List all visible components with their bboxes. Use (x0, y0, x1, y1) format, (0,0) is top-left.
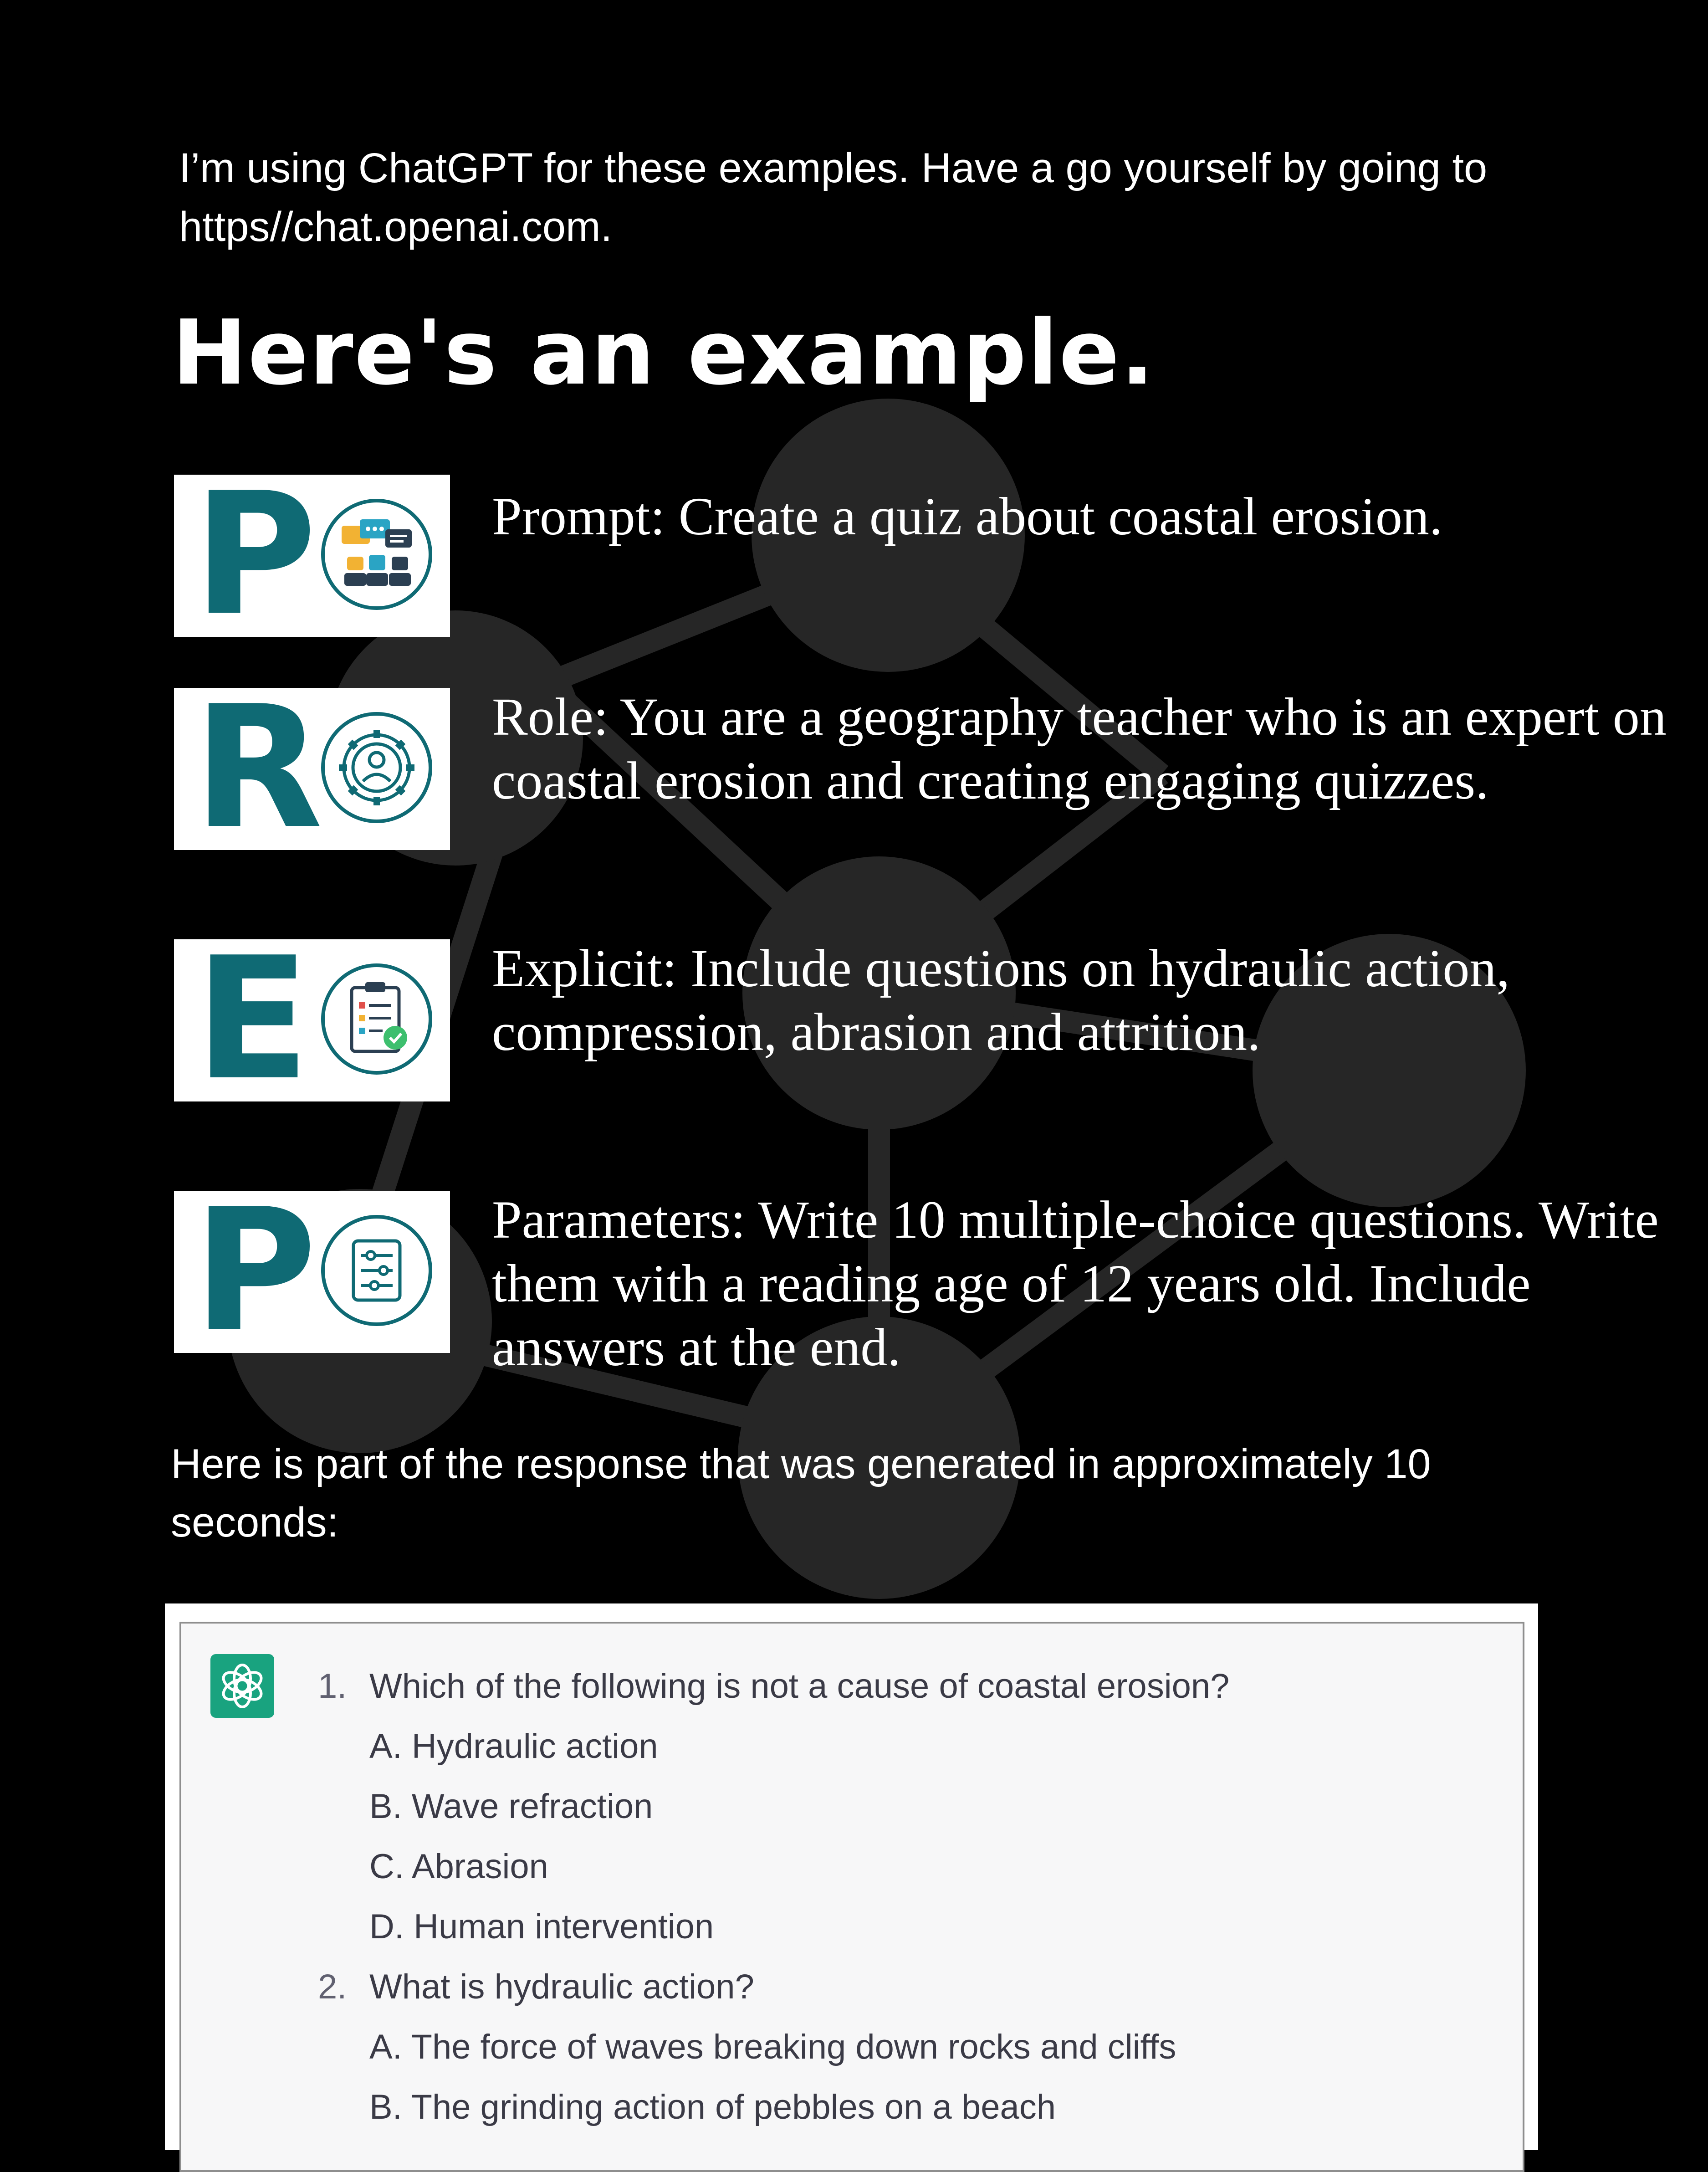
chat-bots-icon (315, 493, 438, 616)
page-headline: Here's an example. (172, 301, 1156, 405)
letter-card (174, 922, 450, 1117)
preep-text: Role: You are a geography teacher who is an expert on coastal erosion and creating engaging quizzes. (492, 687, 1667, 810)
answer-option: C. Abrasion (369, 1847, 548, 1886)
intro-line-1: I’m using ChatGPT for these examples. Have a go yourself by going to (179, 145, 1488, 191)
answer-option: A. Hydraulic action (369, 1727, 658, 1766)
letter-card (174, 670, 450, 866)
big-letter: R (193, 670, 323, 866)
quiz-question-list (318, 1656, 1502, 2137)
openai-logo-glyph (219, 1662, 266, 1710)
answer-option: B. Wave refraction (369, 1787, 653, 1826)
big-letter: P (193, 1173, 317, 1369)
preep-text: Prompt: Create a quiz about coastal erosion. (492, 487, 1443, 546)
question-line (318, 1957, 1502, 2017)
answer-option: B. The grinding action of pebbles on a beach (369, 2088, 1056, 2126)
intro-paragraph (179, 139, 1545, 256)
quiz-question (318, 1656, 1502, 1957)
response-intro-line-1: Here is part of the response that was generated in approximately 10 (171, 1441, 1431, 1487)
letter-card (174, 1173, 450, 1369)
question-number: 1. (318, 1667, 347, 1706)
gear-person-icon (315, 706, 438, 829)
clipboard-checklist-icon (315, 958, 438, 1081)
quiz-question (318, 1957, 1502, 2137)
letter-card (174, 457, 450, 653)
question-number: 2. (318, 1967, 347, 2006)
intro-line-2: https//chat.openai.com. (179, 204, 613, 250)
openai-logo-icon (210, 1654, 274, 1718)
answer-option: D. Human intervention (369, 1907, 714, 1946)
big-letter: E (194, 922, 310, 1117)
question-line (318, 1656, 1502, 1716)
big-letter: P (193, 457, 317, 653)
preep-text: Parameters: Write 10 multiple-choice questions. Write them with a reading age of 12 years old. Include answers at the end. (492, 1190, 1659, 1377)
preep-text: Explicit: Include questions on hydraulic action, compression, abrasion and attrition. (492, 938, 1510, 1062)
answer-option: A. The force of waves breaking down rocks and cliffs (369, 2028, 1176, 2066)
response-intro-line-2: seconds: (171, 1499, 339, 1546)
chat-response-panel (179, 1622, 1524, 2172)
sliders-icon (315, 1209, 438, 1332)
question-text: Which of the following is not a cause of coastal erosion? (369, 1667, 1230, 1706)
question-text: What is hydraulic action? (369, 1967, 754, 2006)
chat-response-screenshot (165, 1603, 1538, 2150)
response-intro-paragraph (171, 1435, 1537, 1552)
